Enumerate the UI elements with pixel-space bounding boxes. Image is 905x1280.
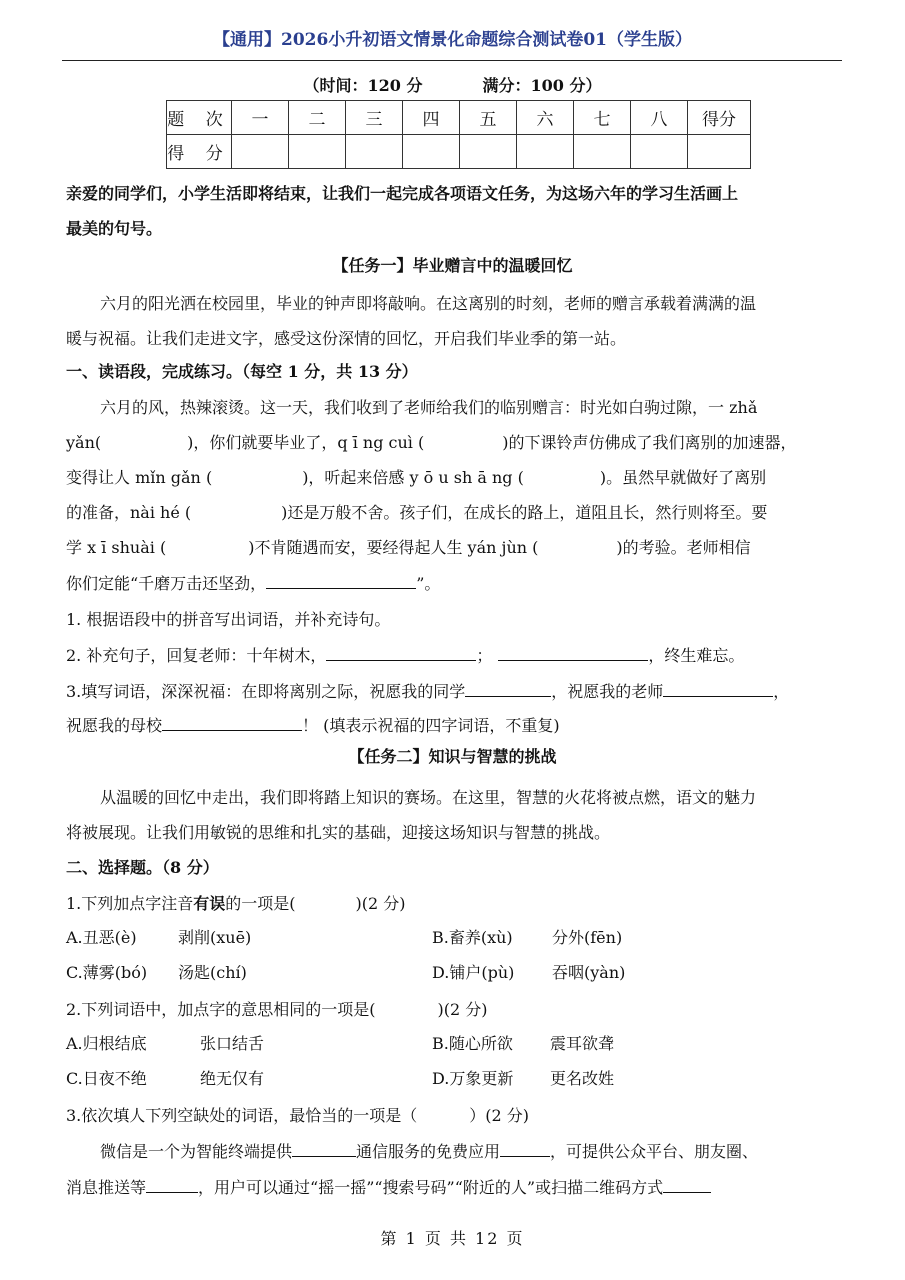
question-text: ，可提供公众平台、朋友圈、 [550,1142,759,1161]
question-text: 3.填写词语，深深祝福：在即将离别之际，祝愿我的同学 [66,682,466,701]
score-cell: 二 [289,101,346,135]
question-text: 的一项是( [225,894,296,913]
answer-blank[interactable] [663,678,773,697]
task2-paragraph-line: 将被展现。让我们用敏锐的思维和扎实的基础，迎接这场知识与智慧的挑战。 [66,823,611,842]
question-text: ， [773,682,790,701]
passage-text: 你们定能“千磨万击还坚劲， [66,574,267,593]
question-text: ）(2 分) [469,1106,530,1125]
passage-text: ”。 [416,574,441,593]
passage-line [66,460,766,495]
question-3-passage-line [100,1134,758,1169]
answer-blank[interactable] [500,1138,550,1157]
question-text: ，终生难忘。 [648,646,745,665]
score-cell: 一 [232,101,289,135]
score-cell: 三 [346,101,403,135]
exam-full-score: 满分：100 分） [482,76,602,95]
question-3-cont [66,708,560,743]
question-3 [66,674,789,709]
option-C-word2: 汤匙(chí) [178,963,247,982]
header-divider [62,60,842,61]
option-C[interactable]: C.薄雾(bó) [66,963,148,982]
score-cell: 八 [631,101,688,135]
exam-time-and-score [0,73,905,96]
score-input-cell[interactable] [574,135,631,169]
answer-blank[interactable] [146,1174,198,1193]
passage-text: )还是万般不舍。孩子们，在成长的路上，道阻且长，然行则将至。要 [281,503,768,522]
passage-text: )，你们就要毕业了，q ī ng cuì ( [187,433,425,452]
score-cell: 四 [403,101,460,135]
option-B-word2: 分外(fēn) [552,928,623,947]
score-input-cell[interactable] [403,135,460,169]
option-D-word2: 吞咽(yàn) [552,963,626,982]
passage-text: )，听起来倍感 y ō u sh ā ng ( [302,468,524,487]
passage-text: )的考验。老师相信 [616,538,751,557]
emphasis-text: 有误 [193,894,226,913]
score-input-cell[interactable] [688,135,751,169]
document-header-title: 【通用】2026小升初语文情景化命题综合测试卷01（学生版） [213,30,692,50]
passage-text: 学 x ī shuài ( [66,538,167,557]
question-text: 消息推送等 [66,1178,147,1197]
intro-line: 最美的句号。 [66,219,163,238]
passage-text: 变得让人 mǐn gǎn ( [66,468,213,487]
choice-question-1 [66,886,406,921]
score-input-cell[interactable] [460,135,517,169]
question-text: 2.下列词语中，加点字的意思相同的一项是( [66,1000,376,1019]
score-table-header-row [167,101,751,135]
passage-line [66,566,440,601]
passage-text: )。虽然早就做好了离别 [599,468,767,487]
question-text: ； [476,646,493,665]
question-text: 3.依次填人下列空缺处的词语，最恰当的一项是（ [66,1106,418,1125]
score-cell: 题 次 [167,101,232,135]
answer-blank[interactable] [266,570,416,589]
score-input-cell[interactable] [517,135,574,169]
task1-paragraph-line: 暖与祝福。让我们走进文字，感受这份深情的回忆，开启我们毕业季的第一站。 [66,329,627,348]
question-1: 1. 根据语段中的拼音写出词语，并补充诗句。 [66,610,391,629]
question-text: 通信服务的免费应用 [356,1142,501,1161]
score-table-score-row [167,135,751,169]
answer-blank[interactable] [498,642,648,661]
page-number: 第 1 页 共 12 页 [380,1229,525,1248]
score-input-cell[interactable] [289,135,346,169]
passage-text: )不肯随遇而安，要经得起人生 yán jùn ( [248,538,539,557]
question-text: 祝愿我的母校 [66,716,163,735]
option-D-word2: 更名改姓 [550,1069,615,1088]
question-text: ！ (填表示祝福的四字词语，不重复) [302,716,560,735]
option-B[interactable]: B.畜养(xù) [432,928,513,947]
option-A[interactable]: A.丑恶(è) [66,928,137,947]
passage-line [66,425,797,460]
passage-line: 六月的风，热辣滚烫。这一天，我们收到了老师给我们的临别赠言：时光如白驹过隙，一 zhǎ [100,398,758,417]
exam-time: （时间：120 分 [303,76,423,95]
option-B-word2: 震耳欲聋 [550,1034,615,1053]
task1-paragraph-line: 六月的阳光洒在校园里，毕业的钟声即将敲响。在这离别的时刻，老师的赠言承载着满满的温 [100,294,757,313]
passage-line [66,495,767,530]
option-D[interactable]: D.万象更新 [432,1069,514,1088]
score-input-cell[interactable] [346,135,403,169]
choice-question-2 [66,992,488,1027]
question-text: 1.下列加点字注音 [66,894,194,913]
section1-heading: 一、读语段，完成练习。（每空 1 分，共 13 分） [66,362,418,381]
passage-text: 的准备，nài hé ( [66,503,192,522]
task2-paragraph-line: 从温暖的回忆中走出，我们即将踏上知识的赛场。在这里，智慧的火花将被点燃，语文的魅力 [100,788,757,807]
question-text: )(2 分) [437,1000,488,1019]
answer-blank[interactable] [326,642,476,661]
answer-blank[interactable] [162,712,302,731]
intro-line: 亲爱的同学们，小学生活即将结束，让我们一起完成各项语文任务，为这场六年的学习生活画上 [66,184,739,203]
question-text: 2. 补充句子，回复老师：十年树木， [66,646,327,665]
answer-blank[interactable] [663,1174,711,1193]
answer-blank[interactable] [292,1138,356,1157]
score-cell: 六 [517,101,574,135]
question-text: 微信是一个为智能终端提供 [100,1142,293,1161]
passage-text: yǎn( [66,433,102,452]
section2-heading: 二、选择题。（8 分） [66,858,219,877]
question-text: ，祝愿我的老师 [551,682,664,701]
score-input-cell[interactable] [232,135,289,169]
option-A-word2: 剥削(xuē) [178,928,252,947]
option-C[interactable]: C.日夜不绝 [66,1069,147,1088]
option-A-word2: 张口结舌 [200,1034,265,1053]
passage-line [66,530,751,565]
score-row-label: 得 分 [167,135,232,169]
score-cell: 五 [460,101,517,135]
question-text: ，用户可以通过“摇一摇”“搜索号码”“附近的人”或扫描二维码方式 [198,1178,664,1197]
choice-question-3 [66,1098,529,1133]
score-input-cell[interactable] [631,135,688,169]
option-A[interactable]: A.归根结底 [66,1034,147,1053]
passage-text: )的下课铃声仿佛成了我们离别的加速器， [502,433,797,452]
option-D[interactable]: D.铺户(pù) [432,963,515,982]
score-table [166,100,751,169]
question-2 [66,638,744,673]
answer-blank[interactable] [465,678,551,697]
task2-title: 【任务二】知识与智慧的挑战 [348,747,557,766]
option-C-word2: 绝无仅有 [200,1069,265,1088]
option-B[interactable]: B.随心所欲 [432,1034,513,1053]
question-text: )(2 分) [355,894,406,913]
task1-title: 【任务一】毕业赠言中的温暖回忆 [332,256,573,275]
question-3-passage-line [66,1170,711,1205]
score-cell: 得分 [688,101,751,135]
score-cell: 七 [574,101,631,135]
